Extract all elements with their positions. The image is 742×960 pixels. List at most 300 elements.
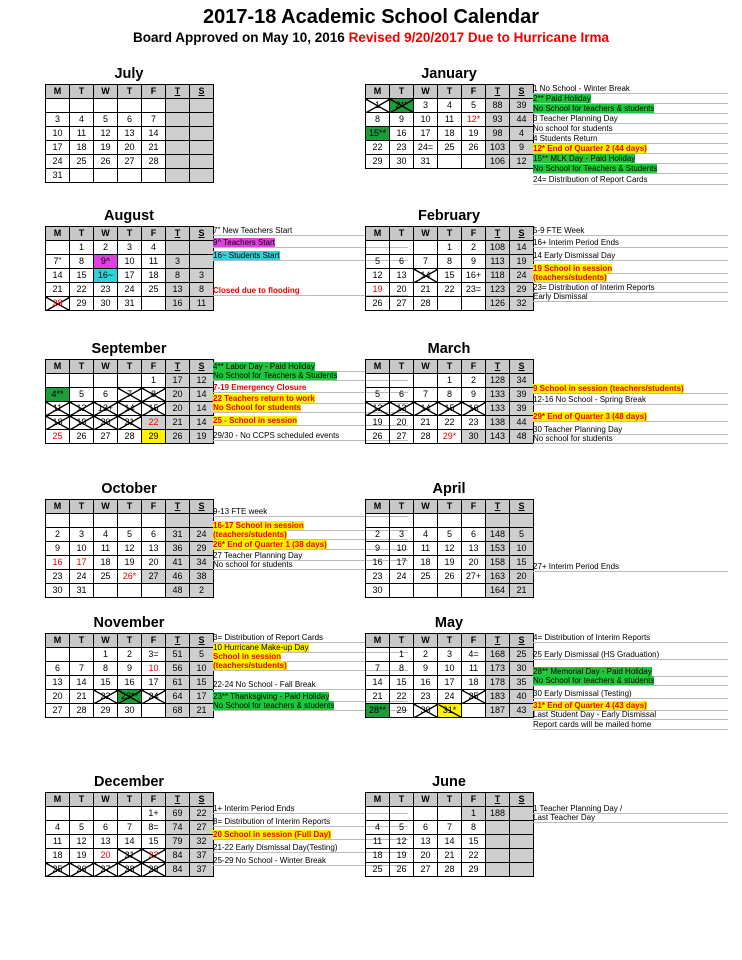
day-cell: [462, 584, 486, 598]
day-cell: 1: [366, 99, 390, 113]
week-row: [366, 676, 534, 690]
day-cell: 10: [142, 662, 166, 676]
day-cell: 8: [438, 255, 462, 269]
day-cell: 20: [166, 402, 190, 416]
day-cell: 5: [462, 99, 486, 113]
month-title: September: [91, 341, 167, 357]
day-cell: [390, 514, 414, 528]
day-cell: 25: [70, 155, 94, 169]
day-cell: [390, 807, 414, 821]
day-cell: 10: [510, 542, 534, 556]
day-cell: [486, 835, 510, 849]
day-cell: 88: [486, 99, 510, 113]
weekday-header: W: [94, 227, 118, 241]
calendar-note: (teachers/students): [213, 530, 408, 540]
day-cell: 22: [390, 690, 414, 704]
calendar-note: 16~ Students Start: [213, 251, 408, 261]
day-cell: 16: [414, 676, 438, 690]
day-cell: 15: [94, 676, 118, 690]
weekday-header: T: [118, 227, 142, 241]
day-cell: 34: [510, 374, 534, 388]
weekday-header: T: [438, 793, 462, 807]
weekday-header-row: [46, 634, 214, 648]
week-row: [46, 113, 214, 127]
day-cell: [414, 241, 438, 255]
day-cell: 12: [366, 402, 390, 416]
weekday-header: T: [486, 500, 510, 514]
weekday-header: W: [414, 227, 438, 241]
day-cell: 23: [46, 570, 70, 584]
calendar-note: 12-16 No School - Spring Break: [533, 395, 728, 405]
weekday-header: M: [366, 85, 390, 99]
day-cell: [510, 835, 534, 849]
day-cell: 11: [462, 662, 486, 676]
day-cell: [46, 241, 70, 255]
day-cell: 4: [510, 127, 534, 141]
weekday-header: M: [46, 793, 70, 807]
day-cell: 24: [390, 570, 414, 584]
day-cell: 48: [510, 430, 534, 444]
weekday-header: S: [510, 227, 534, 241]
day-cell: 17: [414, 127, 438, 141]
week-row: [366, 849, 534, 863]
day-cell: 11: [46, 835, 70, 849]
day-cell: 9: [462, 388, 486, 402]
day-cell: [142, 99, 166, 113]
day-cell: 23: [414, 690, 438, 704]
day-cell: 19: [190, 430, 214, 444]
day-cell: 21: [510, 584, 534, 598]
day-cell: 26: [438, 570, 462, 584]
day-cell: [94, 807, 118, 821]
day-cell: 8: [70, 255, 94, 269]
day-cell: 27: [190, 821, 214, 835]
weekday-header: M: [46, 227, 70, 241]
day-cell: 163: [486, 570, 510, 584]
week-row: [46, 648, 214, 662]
weekday-header: T: [486, 227, 510, 241]
day-cell: 17: [70, 556, 94, 570]
day-cell: 26: [366, 297, 390, 311]
day-cell: 28: [70, 704, 94, 718]
calendar-note: 30 Early Dismissal (Testing): [533, 689, 728, 699]
month-title: June: [432, 774, 466, 790]
day-cell: 21: [414, 416, 438, 430]
day-cell: 2: [94, 241, 118, 255]
day-cell: 17: [166, 374, 190, 388]
calendar-note: Report cards will be mailed home: [533, 720, 728, 730]
day-cell: 25: [142, 283, 166, 297]
day-cell: 27: [94, 863, 118, 877]
day-cell: 18: [462, 676, 486, 690]
week-row: [366, 141, 534, 155]
day-cell: 4**: [46, 388, 70, 402]
day-cell: 15: [190, 676, 214, 690]
day-cell: [118, 99, 142, 113]
weekday-header: T: [390, 634, 414, 648]
day-cell: 3: [190, 269, 214, 283]
day-cell: 8: [462, 821, 486, 835]
day-cell: 11: [438, 113, 462, 127]
week-row: [366, 807, 534, 821]
calendar-note: 25 Early Dismissal (HS Graduation): [533, 650, 728, 660]
day-cell: [70, 169, 94, 183]
week-row: [46, 528, 214, 542]
day-cell: 27+: [462, 570, 486, 584]
day-cell: [190, 255, 214, 269]
week-row: [366, 241, 534, 255]
day-cell: 25: [94, 570, 118, 584]
weekday-header: S: [190, 360, 214, 374]
day-cell: [94, 99, 118, 113]
day-cell: 5: [366, 388, 390, 402]
calendar-note: 9-13 FTE week: [213, 507, 408, 517]
day-cell: 39: [510, 402, 534, 416]
day-cell: 2: [462, 241, 486, 255]
day-cell: 18: [46, 849, 70, 863]
weekday-header: S: [190, 793, 214, 807]
day-cell: [510, 849, 534, 863]
weekday-header-row: [46, 85, 214, 99]
day-cell: 11: [366, 835, 390, 849]
weekday-header: T: [70, 227, 94, 241]
day-cell: [438, 297, 462, 311]
day-cell: 11: [142, 255, 166, 269]
weekday-header: T: [118, 360, 142, 374]
day-cell: 26*: [118, 570, 142, 584]
day-cell: 13: [414, 835, 438, 849]
weekday-header: T: [390, 85, 414, 99]
calendar-note: 24= Distribution of Report Cards: [533, 175, 728, 185]
day-cell: 11: [70, 127, 94, 141]
day-cell: 188: [486, 807, 510, 821]
day-cell: [486, 821, 510, 835]
day-cell: [142, 169, 166, 183]
weekday-header: M: [46, 360, 70, 374]
day-cell: 16~: [94, 269, 118, 283]
weekday-header: W: [94, 793, 118, 807]
calendar-note: 5-9 FTE Week: [533, 226, 728, 236]
day-cell: 12: [70, 402, 94, 416]
day-cell: 1: [94, 648, 118, 662]
weekday-header: M: [366, 500, 390, 514]
day-cell: 1: [142, 374, 166, 388]
weekday-header-row: [366, 360, 534, 374]
day-cell: [190, 141, 214, 155]
day-cell: 106: [486, 155, 510, 169]
day-cell: 12: [366, 269, 390, 283]
week-row: [366, 155, 534, 169]
weekday-header-row: [366, 793, 534, 807]
day-cell: 20: [462, 556, 486, 570]
day-cell: 79: [166, 835, 190, 849]
day-cell: 24: [510, 269, 534, 283]
day-cell: [166, 169, 190, 183]
weekday-header: F: [142, 360, 166, 374]
week-row: [366, 528, 534, 542]
week-row: [46, 241, 214, 255]
day-cell: 28: [118, 863, 142, 877]
day-cell: 38: [190, 570, 214, 584]
day-cell: 158: [486, 556, 510, 570]
day-cell: 24: [46, 155, 70, 169]
day-cell: 15: [438, 269, 462, 283]
day-cell: 48: [166, 584, 190, 598]
calendar-note: 15** MLK Day - Paid Holiday: [533, 154, 728, 164]
day-cell: 24: [142, 690, 166, 704]
month-title: April: [432, 481, 466, 497]
calendar-note: 1 Teacher Planning Day /: [533, 804, 728, 814]
day-cell: 6: [414, 821, 438, 835]
day-cell: 13: [46, 676, 70, 690]
calendar-note: No School for teachers & students: [533, 676, 728, 686]
day-cell: 14: [70, 676, 94, 690]
weekday-header: T: [390, 793, 414, 807]
week-row: [46, 255, 214, 269]
week-row: [46, 127, 214, 141]
month-table: [45, 792, 214, 877]
week-row: [46, 374, 214, 388]
weekday-header: F: [142, 634, 166, 648]
week-row: [46, 283, 214, 297]
day-cell: 143: [486, 430, 510, 444]
weekday-header: T: [486, 360, 510, 374]
day-cell: 14: [366, 676, 390, 690]
day-cell: 26: [70, 430, 94, 444]
day-cell: 20: [166, 388, 190, 402]
day-cell: 16: [366, 556, 390, 570]
day-cell: 29: [70, 297, 94, 311]
day-cell: 30: [414, 704, 438, 718]
weekday-header: S: [510, 793, 534, 807]
day-cell: 5: [390, 821, 414, 835]
week-row: [46, 297, 214, 311]
day-cell: 7: [366, 662, 390, 676]
week-row: [46, 662, 214, 676]
weekday-header: T: [390, 360, 414, 374]
day-cell: 6: [390, 255, 414, 269]
month-table: [365, 84, 534, 169]
calendar-note: 10 Hurricane Make-up Day: [213, 643, 408, 653]
weekday-header: T: [438, 85, 462, 99]
calendar-note: No School for Teachers & Students: [533, 164, 728, 174]
week-row: [46, 430, 214, 444]
day-cell: 29: [366, 155, 390, 169]
day-cell: 5: [70, 388, 94, 402]
day-cell: 39: [510, 388, 534, 402]
day-cell: 3: [46, 113, 70, 127]
day-cell: 148: [486, 528, 510, 542]
day-cell: 27: [118, 155, 142, 169]
day-cell: 93: [486, 113, 510, 127]
day-cell: 20: [390, 283, 414, 297]
day-cell: 26: [70, 863, 94, 877]
week-row: [46, 690, 214, 704]
calendar-note: 4= Distribution of Interim Reports: [533, 633, 728, 643]
day-cell: [190, 514, 214, 528]
day-cell: 28: [46, 297, 70, 311]
weekday-header: W: [414, 360, 438, 374]
day-cell: [142, 297, 166, 311]
day-cell: 2: [190, 584, 214, 598]
day-cell: 8: [190, 283, 214, 297]
day-cell: 28: [414, 297, 438, 311]
weekday-header: T: [118, 634, 142, 648]
day-cell: 22: [70, 283, 94, 297]
day-cell: 32: [510, 297, 534, 311]
day-cell: 17: [46, 141, 70, 155]
week-row: [366, 542, 534, 556]
day-cell: 24=: [414, 141, 438, 155]
page-title: 2017-18 Academic School Calendar: [202, 6, 540, 28]
week-row: [46, 584, 214, 598]
day-cell: [462, 297, 486, 311]
weekday-header: F: [462, 227, 486, 241]
day-cell: [94, 514, 118, 528]
weekday-header: W: [414, 500, 438, 514]
day-cell: [366, 514, 390, 528]
day-cell: 13: [142, 542, 166, 556]
day-cell: 12: [94, 127, 118, 141]
weekday-header: F: [142, 227, 166, 241]
weekday-header: M: [46, 85, 70, 99]
day-cell: 15: [142, 402, 166, 416]
day-cell: 18: [366, 849, 390, 863]
day-cell: 14: [118, 835, 142, 849]
weekday-header: T: [70, 500, 94, 514]
day-cell: [190, 241, 214, 255]
calendar-note: (teachers/students): [533, 273, 728, 283]
week-row: [46, 542, 214, 556]
day-cell: 10: [390, 542, 414, 556]
day-cell: 21: [166, 416, 190, 430]
day-cell: 25: [510, 648, 534, 662]
calendar-note: Early Dismissal: [533, 292, 728, 302]
day-cell: 153: [486, 542, 510, 556]
calendar-note: 20 School in session (Full Day): [213, 830, 408, 840]
calendar-note: 22 Teachers return to work: [213, 394, 408, 404]
week-row: [366, 127, 534, 141]
weekday-header: S: [190, 227, 214, 241]
day-cell: 13: [118, 127, 142, 141]
day-cell: 3: [166, 255, 190, 269]
week-row: [366, 648, 534, 662]
weekday-header: T: [166, 500, 190, 514]
day-cell: [70, 648, 94, 662]
calendar-note: 23** Thanksgiving - Paid Holiday: [213, 692, 408, 702]
month-table: [365, 792, 534, 877]
day-cell: 9: [510, 141, 534, 155]
day-cell: 22: [366, 141, 390, 155]
weekday-header-row: [46, 793, 214, 807]
weekday-header-row: [366, 500, 534, 514]
weekday-header: T: [166, 793, 190, 807]
day-cell: 15**: [366, 127, 390, 141]
week-row: [366, 402, 534, 416]
week-row: [366, 99, 534, 113]
calendar-note: 7" New Teachers Start: [213, 226, 408, 236]
week-row: [46, 835, 214, 849]
calendar-note: 29/30 - No CCPS scheduled events: [213, 431, 408, 441]
day-cell: 29: [462, 863, 486, 877]
day-cell: 13: [166, 283, 190, 297]
day-cell: 13: [390, 269, 414, 283]
day-cell: 84: [166, 863, 190, 877]
day-cell: 118: [486, 269, 510, 283]
calendar-note: 2** Paid Holiday: [533, 94, 728, 104]
calendar-note: 29* End of Quarter 3 (48 days): [533, 412, 728, 422]
day-cell: [70, 99, 94, 113]
day-cell: [414, 807, 438, 821]
day-cell: [46, 99, 70, 113]
calendar-note: 21-22 Early Dismissal Day(Testing): [213, 843, 408, 853]
day-cell: [166, 127, 190, 141]
day-cell: 8=: [142, 821, 166, 835]
day-cell: [486, 863, 510, 877]
day-cell: [46, 807, 70, 821]
weekday-header: F: [462, 360, 486, 374]
weekday-header-row: [366, 227, 534, 241]
weekday-header: F: [462, 793, 486, 807]
weekday-header-row: [366, 85, 534, 99]
calendar-note: 28** Memorial Day - Paid Holiday: [533, 667, 728, 677]
day-cell: 3: [390, 528, 414, 542]
day-cell: 14: [414, 402, 438, 416]
day-cell: 133: [486, 402, 510, 416]
day-cell: 19: [70, 416, 94, 430]
day-cell: 1: [390, 648, 414, 662]
day-cell: 30: [366, 584, 390, 598]
day-cell: 14: [414, 269, 438, 283]
day-cell: 12: [390, 835, 414, 849]
day-cell: [118, 374, 142, 388]
day-cell: 23: [462, 416, 486, 430]
day-cell: 3: [118, 241, 142, 255]
day-cell: [94, 374, 118, 388]
day-cell: 28: [142, 155, 166, 169]
day-cell: [70, 807, 94, 821]
day-cell: 1: [70, 241, 94, 255]
day-cell: 29: [142, 863, 166, 877]
day-cell: [366, 241, 390, 255]
day-cell: 126: [486, 297, 510, 311]
day-cell: [390, 584, 414, 598]
day-cell: [70, 514, 94, 528]
day-cell: 22: [190, 807, 214, 821]
weekday-header: W: [414, 85, 438, 99]
day-cell: 4: [46, 821, 70, 835]
day-cell: 8: [390, 662, 414, 676]
month-title: March: [427, 341, 471, 357]
day-cell: 4: [70, 113, 94, 127]
day-cell: 103: [486, 141, 510, 155]
day-cell: [46, 374, 70, 388]
day-cell: 10: [70, 542, 94, 556]
day-cell: 26: [166, 430, 190, 444]
day-cell: 178: [486, 676, 510, 690]
day-cell: 14: [142, 127, 166, 141]
day-cell: 9: [390, 113, 414, 127]
calendar-note: Closed due to flooding: [213, 286, 408, 296]
day-cell: 25: [46, 863, 70, 877]
calendar-note: 26* End of Quarter 1 (38 days): [213, 540, 408, 550]
calendar-note: 19 School in session: [533, 264, 728, 274]
day-cell: 2: [462, 374, 486, 388]
calendar-note: No School for students: [213, 403, 408, 413]
day-cell: [166, 241, 190, 255]
day-cell: 2: [366, 528, 390, 542]
weekday-header: T: [166, 227, 190, 241]
